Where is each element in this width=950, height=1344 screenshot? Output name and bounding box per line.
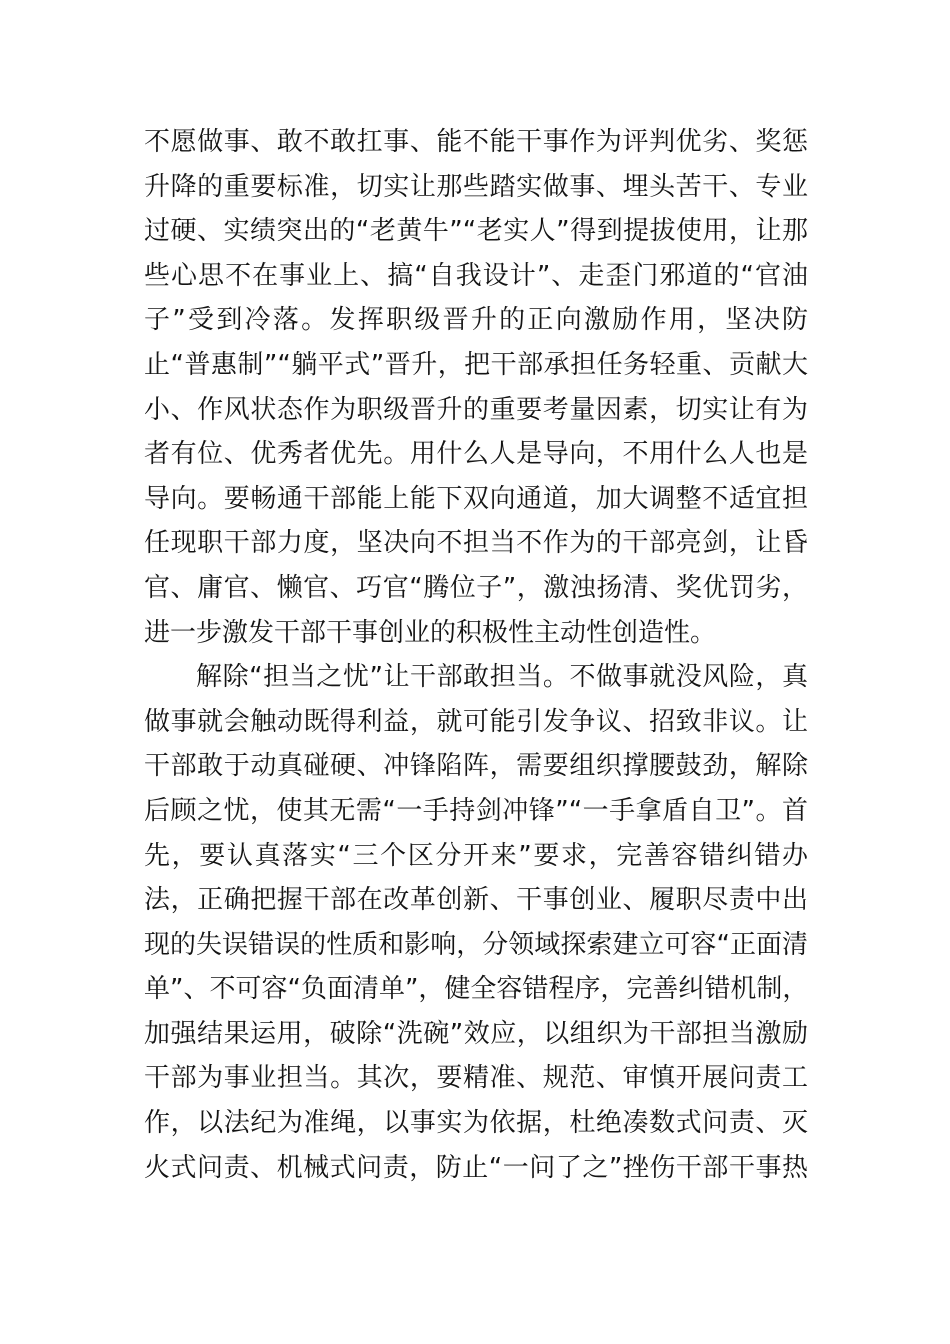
text-line: 过硬、实绩突出的“老黄牛”“老实人”得到提拔使用，让那 bbox=[144, 216, 808, 247]
text-line: 干部敢于动真碰硬、冲锋陷阵，需要组织撑腰鼓劲，解除 bbox=[144, 751, 808, 782]
paragraph-2 bbox=[144, 655, 808, 1190]
text-line: 火式问责、机械式问责，防止“一问了之”挫伤干部干事热 bbox=[144, 1152, 808, 1183]
text-line: 解除“担当之忧”让干部敢担当。不做事就没风险，真 bbox=[196, 662, 808, 693]
text-line: 法，正确把握干部在改革创新、干事创业、履职尽责中出 bbox=[144, 885, 808, 916]
text-line: 子”受到冷落。发挥职级晋升的正向激励作用，坚决防 bbox=[144, 305, 808, 336]
document-body bbox=[144, 120, 808, 1190]
text-line: 任现职干部力度，坚决向不担当不作为的干部亮剑，让昏 bbox=[144, 528, 808, 559]
text-line: 小、作风状态作为职级晋升的重要考量因素，切实让有为 bbox=[144, 394, 808, 425]
text-line: 加强结果运用，破除“洗碗”效应，以组织为干部担当激励 bbox=[144, 1018, 808, 1049]
text-line: 单”、不可容“负面清单”，健全容错程序，完善纠错机制， bbox=[144, 974, 809, 1005]
text-line: 升降的重要标准，切实让那些踏实做事、埋头苦干、专业 bbox=[144, 171, 808, 202]
text-line: 导向。要畅通干部能上能下双向通道，加大调整不适宜担 bbox=[144, 483, 808, 514]
text-line: 些心思不在事业上、搞“自我设计”、走歪门邪道的“官油 bbox=[144, 260, 808, 291]
paragraph-1 bbox=[144, 120, 808, 655]
text-line: 做事就会触动既得利益，就可能引发争议、招致非议。让 bbox=[144, 706, 808, 737]
text-line: 官、庸官、懒官、巧官“腾位子”，激浊扬清、奖优罚劣， bbox=[144, 572, 808, 603]
text-line: 不愿做事、敢不敢扛事、能不能干事作为评判优劣、奖惩 bbox=[144, 127, 808, 157]
text-line: 先，要认真落实“三个区分开来”要求，完善容错纠错办 bbox=[144, 840, 808, 871]
text-line: 干部为事业担当。其次，要精准、规范、审慎开展问责工 bbox=[144, 1063, 808, 1094]
text-line: 者有位、优秀者优先。用什么人是导向，不用什么人也是 bbox=[144, 439, 808, 470]
text-line: 进一步激发干部干事创业的积极性主动性创造性。 bbox=[144, 617, 717, 648]
text-line: 现的失误错误的性质和影响，分领域探索建立可容“正面清 bbox=[144, 929, 808, 960]
text-line: 作，以法纪为准绳，以事实为依据，杜绝凑数式问责、灭 bbox=[144, 1108, 808, 1139]
text-line: 后顾之忧，使其无需“一手持剑冲锋”“一手拿盾自卫”。首 bbox=[144, 795, 808, 826]
text-line: 止“普惠制”“躺平式”晋升，把干部承担任务轻重、贡献大 bbox=[144, 349, 808, 380]
